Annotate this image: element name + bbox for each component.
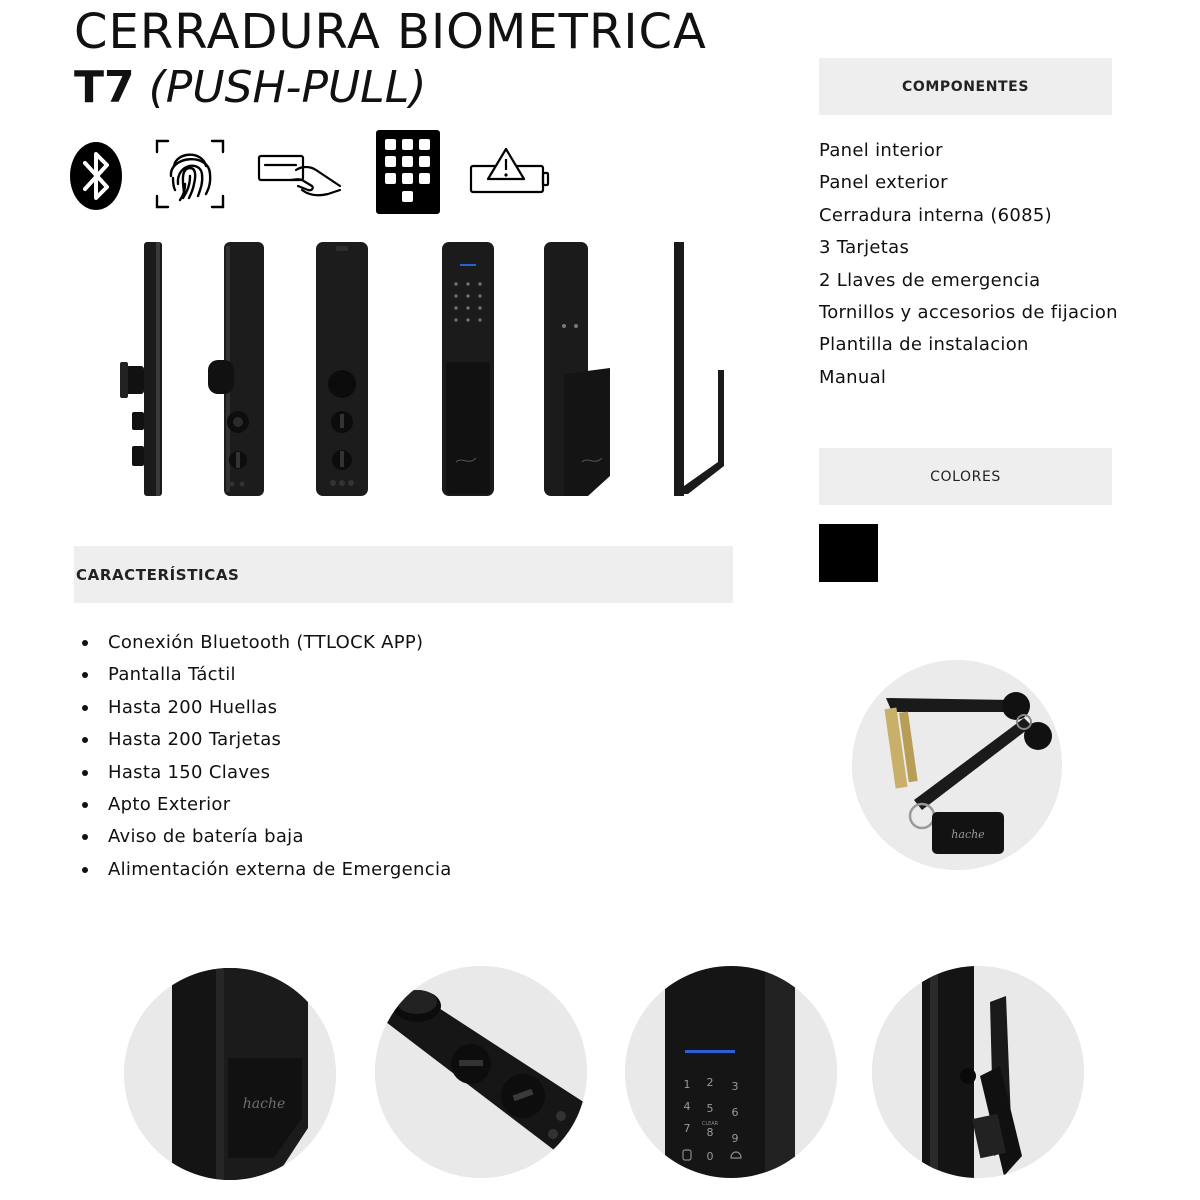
knob-detail-photo bbox=[375, 966, 587, 1178]
keypad-key-7: 7 bbox=[683, 1122, 691, 1135]
list-item: Hasta 150 Claves bbox=[80, 757, 452, 789]
list-item: Hasta 200 Tarjetas bbox=[80, 724, 452, 756]
handle-detail-photo bbox=[124, 968, 336, 1180]
keypad-key-0: 0 bbox=[706, 1150, 714, 1163]
handle-logo-text: hache bbox=[242, 1096, 286, 1112]
list-item: 3 Tarjetas bbox=[819, 237, 910, 259]
list-item: Manual bbox=[819, 366, 887, 388]
exterior-panel bbox=[440, 240, 496, 500]
keypad-key-5: 5 bbox=[706, 1102, 714, 1115]
keypad-key-4: 4 bbox=[683, 1100, 691, 1113]
list-item: Tornillos y accesorios de fijacion bbox=[819, 302, 1118, 324]
list-item: Conexión Bluetooth (TTLOCK APP) bbox=[80, 627, 452, 659]
keypad-key-9: 9 bbox=[731, 1132, 739, 1145]
keypad-key-3: 3 bbox=[731, 1080, 739, 1093]
list-item: Panel interior bbox=[819, 140, 943, 161]
componentes-list bbox=[819, 135, 1119, 394]
keypad-key-2: 2 bbox=[706, 1076, 714, 1089]
side-profile bbox=[670, 240, 730, 500]
list-item: Panel exterior bbox=[819, 172, 948, 194]
model-name: T7 bbox=[74, 62, 135, 113]
interior-panel bbox=[206, 240, 266, 500]
keypad-icon bbox=[376, 130, 440, 214]
model-variant: (PUSH-PULL) bbox=[148, 62, 427, 113]
list-item: Apto Exterior bbox=[80, 789, 452, 821]
accessories-photo bbox=[852, 660, 1062, 870]
fingerprint-icon bbox=[154, 138, 226, 210]
colores-heading: COLORES bbox=[819, 448, 1112, 505]
keypad-clear-label: CLEAR bbox=[701, 1121, 719, 1127]
list-item: Plantilla de instalacion bbox=[819, 334, 1029, 356]
bluetooth-icon bbox=[68, 140, 124, 212]
keypad-key-1: 1 bbox=[683, 1078, 691, 1091]
list-item: Alimentación externa de Emergencia bbox=[80, 854, 452, 886]
caracteristicas-list bbox=[80, 627, 452, 886]
keypad-key-6: 6 bbox=[731, 1106, 739, 1119]
list-item: Aviso de batería baja bbox=[80, 821, 452, 853]
model-title bbox=[74, 62, 426, 113]
list-item: Hasta 200 Huellas bbox=[80, 692, 452, 724]
list-item: 2 Llaves de emergencia bbox=[819, 269, 1041, 291]
exterior-panel-angled bbox=[542, 240, 614, 500]
interior-panel-front bbox=[314, 240, 370, 500]
list-item: Cerradura interna (6085) bbox=[819, 204, 1052, 226]
list-item: Pantalla Táctil bbox=[80, 659, 452, 691]
caracteristicas-heading: CARACTERÍSTICAS bbox=[74, 546, 733, 603]
feature-icons-row bbox=[66, 128, 556, 218]
componentes-heading: COMPONENTES bbox=[819, 58, 1112, 115]
page-title: CERRADURA BIOMETRICA bbox=[74, 4, 707, 60]
keypad-detail-photo bbox=[625, 966, 837, 1178]
low-battery-icon bbox=[468, 146, 552, 198]
product-views bbox=[120, 236, 740, 502]
card-icon bbox=[256, 150, 346, 200]
lock-side-view bbox=[120, 240, 170, 500]
keypad-key-8: 8 bbox=[706, 1126, 714, 1139]
color-swatch-black bbox=[819, 524, 878, 582]
card-logo-text: hache bbox=[951, 828, 985, 841]
side-detail-photo bbox=[872, 966, 1084, 1178]
